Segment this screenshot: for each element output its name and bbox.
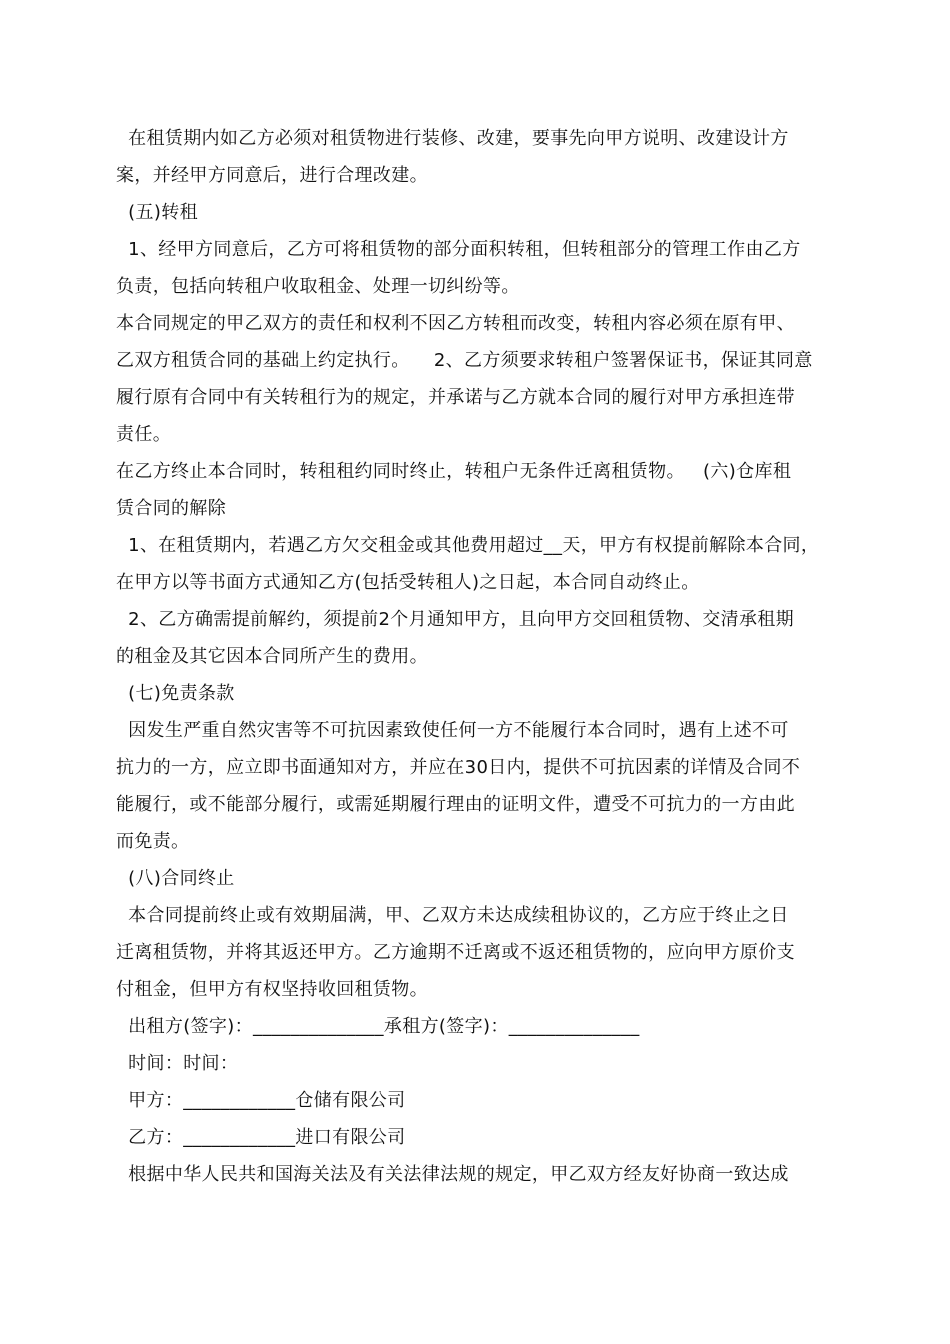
paragraph-line: 因发生严重自然灾害等不可抗因素致使任何一方不能履行本合同时，遇有上述不可 bbox=[116, 720, 789, 741]
section-heading-sublease: (五)转租 bbox=[116, 202, 198, 223]
paragraph-line: 的租金及其它因本合同所产生的费用。 bbox=[116, 646, 428, 667]
section-heading-exemption: (七)免责条款 bbox=[116, 683, 235, 704]
paragraph-line: 1、在租赁期内，若遇乙方欠交租金或其他费用超过__天，甲方有权提前解除本合同， bbox=[116, 535, 820, 556]
party-a-line: 甲方：____________仓储有限公司 bbox=[116, 1090, 406, 1111]
party-b-line: 乙方：____________进口有限公司 bbox=[116, 1127, 406, 1148]
section-heading-termination: (八)合同终止 bbox=[116, 868, 235, 889]
paragraph-line: 迁离租赁物，并将其返还甲方。乙方逾期不迁离或不返还租赁物的，应向甲方原价支 bbox=[116, 942, 795, 963]
paragraph-line: 在租赁期内如乙方必须对租赁物进行装修、改建，要事先向甲方说明、改建设计方 bbox=[116, 128, 789, 149]
paragraph-line: 付租金，但甲方有权坚持收回租赁物。 bbox=[116, 979, 428, 1000]
paragraph-line: 根据中华人民共和国海关法及有关法律法规的规定，甲乙双方经友好协商一致达成 bbox=[116, 1164, 789, 1185]
paragraph-line: 负责，包括向转租户收取租金、处理一切纠纷等。 bbox=[116, 276, 520, 297]
paragraph-line: 案，并经甲方同意后，进行合理改建。 bbox=[116, 165, 428, 186]
paragraph-line: 本合同提前终止或有效期届满，甲、乙双方未达成续租协议的，乙方应于终止之日 bbox=[116, 905, 789, 926]
paragraph-line: 乙双方租赁合同的基础上约定执行。 2、乙方须要求转租户签署保证书，保证其同意 bbox=[116, 350, 813, 371]
date-line: 时间：时间： bbox=[116, 1053, 239, 1074]
paragraph-line: 履行原有合同中有关转租行为的规定，并承诺与乙方就本合同的履行对甲方承担连带 bbox=[116, 387, 795, 408]
paragraph-line: 本合同规定的甲乙双方的责任和权利不因乙方转租而改变，转租内容必须在原有甲、 bbox=[116, 313, 795, 334]
paragraph-line: 2、乙方确需提前解约，须提前2个月通知甲方，且向甲方交回租赁物、交清承租期 bbox=[116, 609, 794, 630]
paragraph-line: 在乙方终止本合同时，转租租约同时终止，转租户无条件迁离租赁物。 (六)仓库租 bbox=[116, 461, 792, 482]
signature-line: 出租方(签字)：______________承租方(签字)：______________ bbox=[116, 1016, 640, 1037]
paragraph-line: 在甲方以等书面方式通知乙方(包括受转租人)之日起，本合同自动终止。 bbox=[116, 572, 700, 593]
paragraph-line: 而免责。 bbox=[116, 831, 190, 852]
paragraph-line: 能履行，或不能部分履行，或需延期履行理由的证明文件，遭受不可抗力的一方由此 bbox=[116, 794, 795, 815]
paragraph-line: 责任。 bbox=[116, 424, 172, 445]
paragraph-line: 抗力的一方，应立即书面通知对方，并应在30日内，提供不可抗因素的详情及合同不 bbox=[116, 757, 801, 778]
paragraph-line: 赁合同的解除 bbox=[116, 498, 227, 519]
paragraph-line: 1、经甲方同意后，乙方可将租赁物的部分面积转租，但转租部分的管理工作由乙方 bbox=[116, 239, 801, 260]
